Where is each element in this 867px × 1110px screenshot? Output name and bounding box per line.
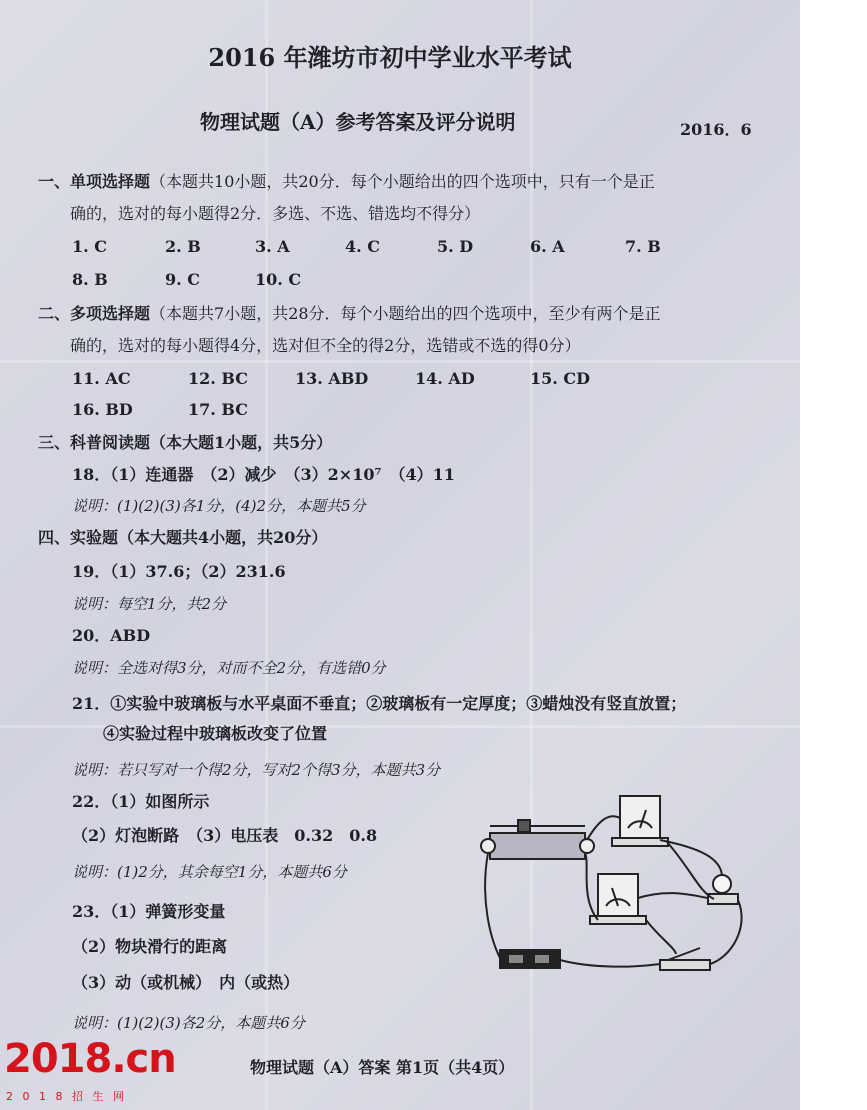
answer-15: 15. CD <box>530 369 591 388</box>
question-18-note: 说明：(1)(2)(3)各1分，(4)2分，本题共5分 <box>72 497 366 515</box>
section1-desc: （本题共10小题，共20分．每个小题给出的四个选项中，只有一个是正 <box>150 172 655 191</box>
answer-12: 12. BC <box>188 369 248 388</box>
answer-16: 16. BD <box>72 400 133 419</box>
question-22-part1: 22．（1）如图所示 <box>72 792 210 811</box>
switch-icon <box>660 948 710 970</box>
answer-14: 14. AD <box>415 369 475 388</box>
answer-1: 1. C <box>72 237 108 256</box>
answer-9: 9. C <box>165 270 201 289</box>
answer-13: 13. ABD <box>295 369 369 388</box>
question-19: 19．（1）37.6；（2）231.6 <box>72 562 286 581</box>
rheostat-icon <box>481 820 594 859</box>
question-23-part2: （2）物块滑行的距离 <box>72 937 228 956</box>
question-20: 20．ABD <box>72 626 151 645</box>
answer-4: 4. C <box>345 237 381 256</box>
question-20-note: 说明：全选对得3分，对而不全2分，有选错0分 <box>72 659 386 677</box>
question-23-note: 说明：(1)(2)(3)各2分，本题共6分 <box>72 1014 305 1032</box>
answer-2: 2. B <box>165 237 201 256</box>
page-footer: 物理试题（A）答案 第1页（共4页） <box>250 1058 515 1077</box>
answer-6: 6. A <box>530 237 565 256</box>
question-18: 18．（1）连通器 （2）减少 （3）2×10⁷ （4）11 <box>72 465 455 484</box>
answer-8: 8. B <box>72 270 108 289</box>
question-21-line2: ④实验过程中玻璃板改变了位置 <box>103 724 328 743</box>
answer-5: 5. D <box>437 237 474 256</box>
section1-line1 <box>38 172 655 192</box>
watermark-main: 2018.cn <box>4 1036 176 1082</box>
fold-line <box>0 360 800 363</box>
fold-line <box>265 0 268 1110</box>
section2-desc2: 确的，选对的每小题得4分，选对但不全的得2分，选错或不选的得0分） <box>70 336 581 355</box>
watermark-sub: 2 0 1 8 招 生 网 <box>6 1090 127 1103</box>
section4-title: 四、实验题（本大题共4小题，共20分） <box>38 528 328 547</box>
watermark-logo <box>0 1036 176 1110</box>
answer-10: 10. C <box>255 270 302 289</box>
section2-title: 二、多项选择题 <box>38 304 151 323</box>
question-21-note: 说明：若只写对一个得2分，写对2个得3分，本题共3分 <box>72 761 441 779</box>
exam-title: 2016 年潍坊市初中学业水平考试 <box>208 43 572 72</box>
section1-title: 一、单项选择题 <box>38 172 151 191</box>
section1-desc2: 确的，选对的每小题得2分．多选、不选、错选均不得分） <box>70 204 481 223</box>
question-19-note: 说明：每空1分，共2分 <box>72 595 227 613</box>
question-22-note: 说明：(1)2分，其余每空1分，本题共6分 <box>72 863 347 881</box>
battery-icon <box>500 950 560 968</box>
question-22-part2: （2）灯泡断路 （3）电压表 0.32 0.8 <box>72 826 378 845</box>
paper-title: 物理试题（A）参考答案及评分说明 <box>200 110 516 134</box>
voltmeter-icon <box>590 874 646 924</box>
answer-3: 3. A <box>255 237 290 256</box>
answer-11: 11. AC <box>72 369 131 388</box>
question-23-part1: 23．（1）弹簧形变量 <box>72 902 226 921</box>
answer-7: 7. B <box>625 237 661 256</box>
exam-date: 2016．6 <box>680 120 752 139</box>
section3-title: 三、科普阅读题（本大题1小题，共5分） <box>38 433 333 452</box>
question-21-line1: 21．①实验中玻璃板与水平桌面不垂直；②玻璃板有一定厚度；③蜡烛没有竖直放置； <box>72 694 687 713</box>
question-23-part3: （3）动（或机械） 内（或热） <box>72 973 300 992</box>
circuit-diagram <box>470 778 760 988</box>
section2-desc: （本题共7小题，共28分．每个小题给出的四个选项中，至少有两个是正 <box>150 304 661 323</box>
ammeter-icon <box>612 796 668 846</box>
answer-17: 17. BC <box>188 400 248 419</box>
lamp-icon <box>708 875 738 904</box>
section2-line1 <box>38 304 661 324</box>
